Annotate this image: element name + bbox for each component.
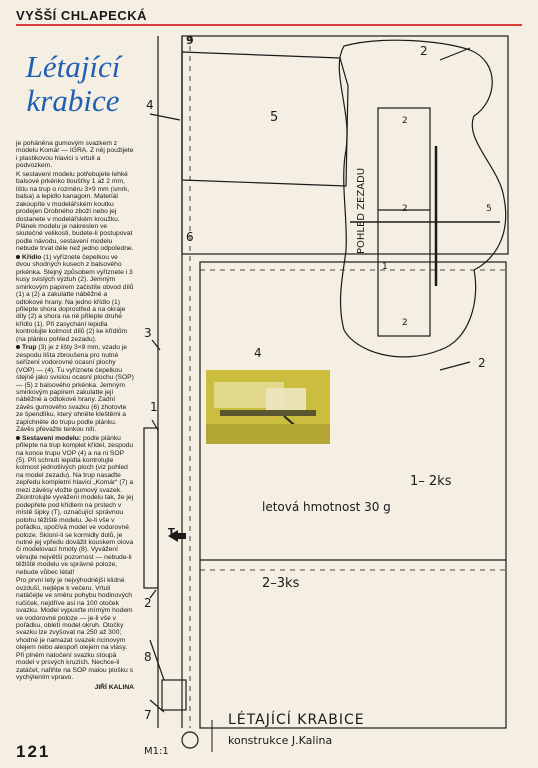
part-2-label: 2 (420, 44, 428, 58)
plan-title: LÉTAJÍCÍ KRABICE (228, 712, 365, 728)
article-title-line2: krabice (26, 83, 120, 118)
part-7-label: 7 (144, 708, 152, 722)
part-2d-label: 2 (402, 116, 408, 126)
page-number: 121 (16, 742, 51, 761)
tail-surface (182, 52, 348, 186)
part-1-label: 1 (150, 400, 158, 414)
article-title-line1: Létající (25, 49, 121, 84)
wing-outline-lower (200, 262, 506, 728)
wing-qty-label: 1– 2ks (410, 474, 452, 489)
plan-author: konstrukce J.Kalina (228, 734, 333, 747)
part-5b-label: 5 (486, 204, 492, 214)
paragraph-flight: Pro první lety je nejvýhodnější klidné ovzduší, nejlépe k večeru. Vrtulí natáčejte ve směru pohybu hodinových ručiček, nejdříve asi na 100 otoček svazku. Model vypusťte mírným hodem ve vodorovné poloze — je-li vše v pořádku, obletí model okruh. Otočky svazku lze zvyšovat na 250 až 300; vhodné je namazat svazek ricinovým olejem nebo alespoň olejem na vlasy. Při plném natočení svazku stoupá model v prsvých kruzích. Nechce-li zatáčet, nafiňte na SOP malou plošku s vychýlením vpravo. (16, 577, 133, 682)
paragraph-intro: je poháněna gumovým svazkem z modelu Komár — IGRA. Z něj použijete i plastikovou hlavici s vrtulí a podvozkem. (16, 140, 134, 170)
assembly-heading: Sestavení modelu: (22, 434, 82, 442)
part-2f-label: 2 (402, 318, 408, 328)
part-9-label: 9 (186, 34, 194, 47)
strut-qty-label: 2–3ks (262, 576, 300, 591)
weight-strip (144, 428, 158, 588)
wing-heading: Křídlo (22, 253, 42, 261)
part-2c-label: 2 (144, 596, 152, 610)
paragraph-materials: K sestavení modelu potřebujete lehké balsové prkénko tloušťky 1 až 2 mm, lištu na trup o rozměru 3×9 mm (smrk, balsa) a lepidlo kanagom. Materiál zakoupíte v modelářském koutku prodejen Drobného zboží nebo jej dostanete v modelářském kroužku. Plánek modelu je nakreslen ve skutečné velikosti, budete-li postupovat podle návodu, sestavení modelu nebude trvat déle než jedno odpoledne. (16, 170, 134, 253)
scale-label: M1:1 (144, 746, 169, 757)
section-heading: VYŠŠÍ CHLAPECKÁ (16, 8, 148, 23)
body-heading: Trup (22, 344, 37, 352)
part-1b-label: 1 (382, 262, 388, 272)
wing-text: (1) vyříznete čepelkou ve dvou shodných kusech z balsového prkénka. Stejný způsobem vyříznete i 3 kusy svislých výztuh (2). Jemným smirkovým papírem začistíte obvod dílů (1) a (2) a zakulatte náběžné a odtokové hrany. Na jedno křídlo (1) přilepte shora doprostřed a na okraje díly (2) a shora na ně přilepte druhé křídlo (1). Při zasychání lepidla kontrolujte kolmost dílů (2) ke křídlům (na plánku pohled zezadu). (16, 253, 134, 343)
cg-mark: T (168, 527, 175, 538)
part-4b-label: 4 (254, 346, 262, 360)
part-2b-label: 2 (478, 356, 486, 370)
body-text: (3) je z lišty 3×9 mm, vzadu je zespodu lišta zbroušena pro nutné seřízení vodorovné ocasní plochy (VOP) — (4). Tu vyříznete čepelkou stejně jako svislou ocasní plochu (SOP) — (5) z balsového prkénka. Jemným smirkovým papírem zakulatte její náběžné a odtokové hrany. Zadní závěs gumového svazku (6) zhotovte ze špendlíku, který ohněte kleštěmi a zapíchněte do trupu podle plánku. Závěs převažte tenkou nití. (16, 344, 134, 434)
part-4-label: 4 (146, 98, 154, 112)
weight-label: letová hmotnost 30 g (262, 500, 391, 514)
part-6-label: 6 (186, 230, 194, 244)
rear-view-label: POHLED ZEZADU (356, 167, 367, 254)
part-3-label: 3 (144, 326, 152, 340)
part-8-label: 8 (144, 650, 152, 664)
part-2e-label: 2 (402, 204, 408, 214)
assembly-text: podle plánku přilepte na trup komplet křídel, zespodu na konce trupu VOP (4) a na ni SOP (5). Při schnutí lepidla kontrolujte kolmost jednotlivých ploch (viz pohled na model zezadu). Na trup nasaďte zepředu kompletní hlavici „Komár“ (7) a mezi závěsy vložte gumový svazek. Zkontrolujte vyvážení modelu tak, že jej podepřete pod křídlem na prstech v místě šipky (T), označující správnou polohu těžiště modelu. Je-li vše v pořádku, spočívá model ve vodorovné poloze. Skloní-li se kormidly dolů, je nutné jej vpředu dovážit kouskem olova či modelovací hmoty (8). Vyvážení věnujte největší pozornost — nebude-li těžiště modelu ve správné poloze, nebude vůbec létat! (16, 434, 134, 576)
hook-icon (182, 732, 198, 748)
author-signature: JIŘÍ KALINA (94, 683, 134, 691)
model-photo (206, 370, 330, 444)
part-5-label: 5 (270, 110, 279, 125)
